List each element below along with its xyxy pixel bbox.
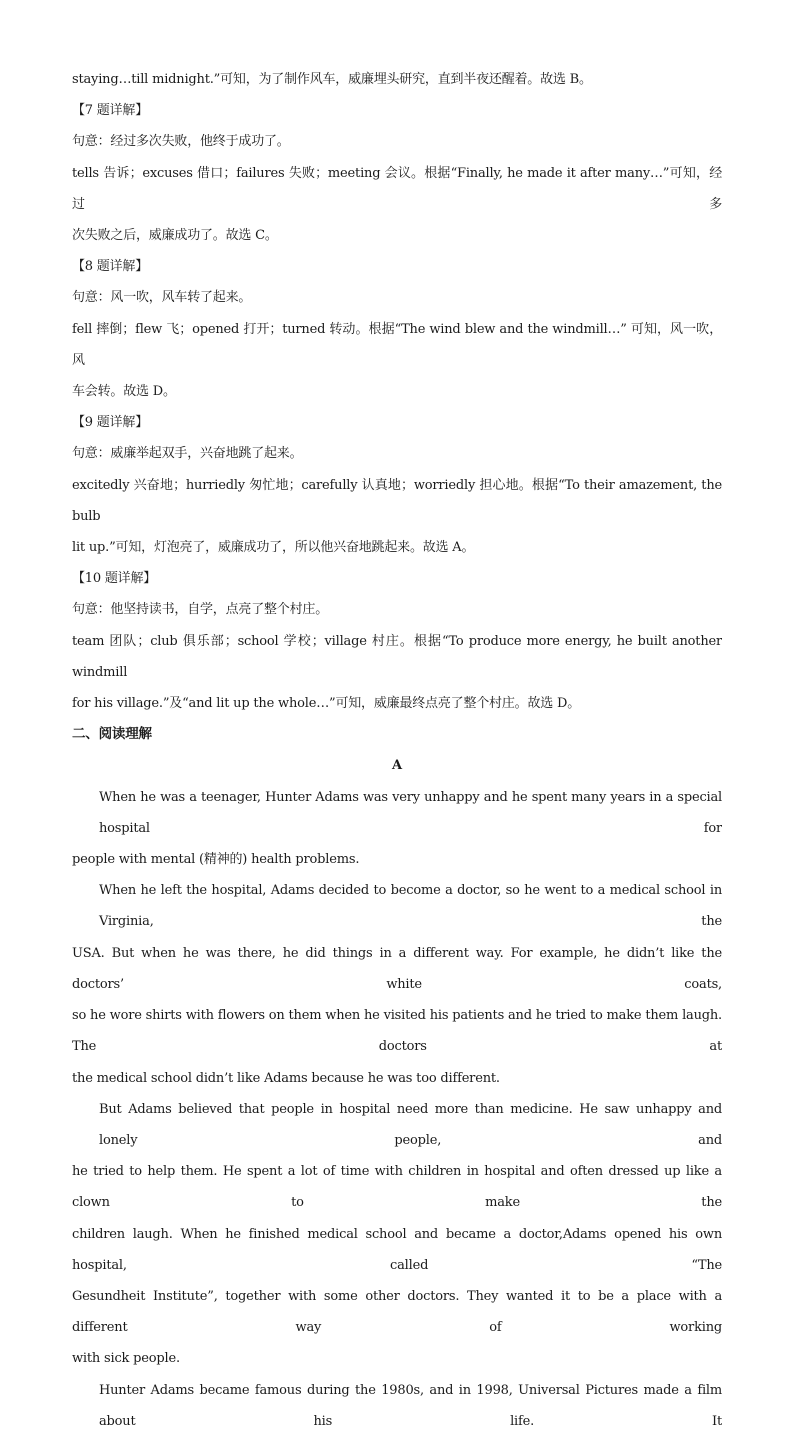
passage-line: with sick people. [72,1351,180,1367]
passage-line: the medical school didn’t like Adams because he was too different. [72,1070,500,1086]
q7-meaning: 句意：经过多次失败，他终于成功了。 [72,134,290,150]
passage-label: A [392,758,402,774]
q7-explanation-line: 次失败之后，威廉成功了。故选 C。 [72,228,278,244]
passage-line: Gesundheit Institute”, together with some other doctors. They wanted it to be a place with a different way of working [72,1288,722,1336]
q10-meaning: 句意：他坚持读书，自学，点亮了整个村庄。 [72,602,329,618]
q10-header: 【10 题详解】 [72,571,157,587]
passage-paragraph [72,1094,722,1375]
passage-line: so he wore shirts with flowers on them when he visited his patients and he tried to make them laugh. The doctors at [72,1008,722,1055]
q10-explanation-line: team 团队；club 俱乐部；school 学校；village 村庄。根据“To produce more energy, he built another windmill [72,633,722,680]
passage-paragraph [72,1375,722,1437]
passage-line: But Adams believed that people in hospital need more than medicine. He saw unhappy and lonely people, and [99,1101,722,1148]
passage-line: children laugh. When he finished medical school and became a doctor,Adams opened his own hospital, called “The [72,1226,722,1273]
q9-explanation-line: lit up.”可知，灯泡亮了，威廉成功了，所以他兴奋地跳起来。故选 A。 [72,540,475,556]
passage-line: When he was a teenager, Hunter Adams was very unhappy and he spent many years in a special hospital for [99,789,722,836]
q6-explanation-tail: staying…till midnight.”可知，为了制作风车，威廉埋头研究，直到半夜还醒着。故选 B。 [72,72,592,87]
q9-explanation-line: excitedly 兴奋地；hurriedly 匆忙地；carefully 认真地；worriedly 担心地。根据“To their amazement, the bulb [72,477,722,524]
document-page [72,64,722,1437]
q8-header: 【8 题详解】 [72,259,149,275]
passage-line: USA. But when he was there, he did things in a different way. For example, he didn’t like the doctors’ white coats, [72,945,722,992]
q7-explanation-line: tells 告诉；excuses 借口；failures 失败；meeting 会议。根据“Finally, he made it after many…”可知，经过多 [72,165,722,212]
passage-line: he tried to help them. He spent a lot of time with children in hospital and often dressed up like a clown to make the [72,1164,722,1211]
q9-header: 【9 题详解】 [72,415,149,431]
passage-paragraph [72,782,722,876]
q8-meaning: 句意：风一吹，风车转了起来。 [72,290,252,306]
passage-line: When he left the hospital, Adams decided to become a doctor, so he went to a medical school in Virginia, the [99,883,722,930]
passage-paragraph [72,875,722,1093]
q7-header: 【7 题详解】 [72,103,149,119]
section-title: 二、阅读理解 [72,726,152,743]
q8-explanation-line: 车会转。故选 D。 [72,384,176,400]
q8-explanation-line: fell 摔倒；flew 飞；opened 打开；turned 转动。根据“The wind blew and the windmill…” 可知，风一吹，风 [72,321,722,368]
q9-meaning: 句意：威廉举起双手，兴奋地跳了起来。 [72,446,303,462]
q10-explanation-line: for his village.”及“and lit up the whole…”可知，威廉最终点亮了整个村庄。故选 D。 [72,696,581,712]
passage-line: people with mental (精神的) health problems. [72,852,360,868]
passage-line: Hunter Adams became famous during the 1980s, and in 1998, Universal Pictures made a film about his life. It [99,1382,722,1429]
